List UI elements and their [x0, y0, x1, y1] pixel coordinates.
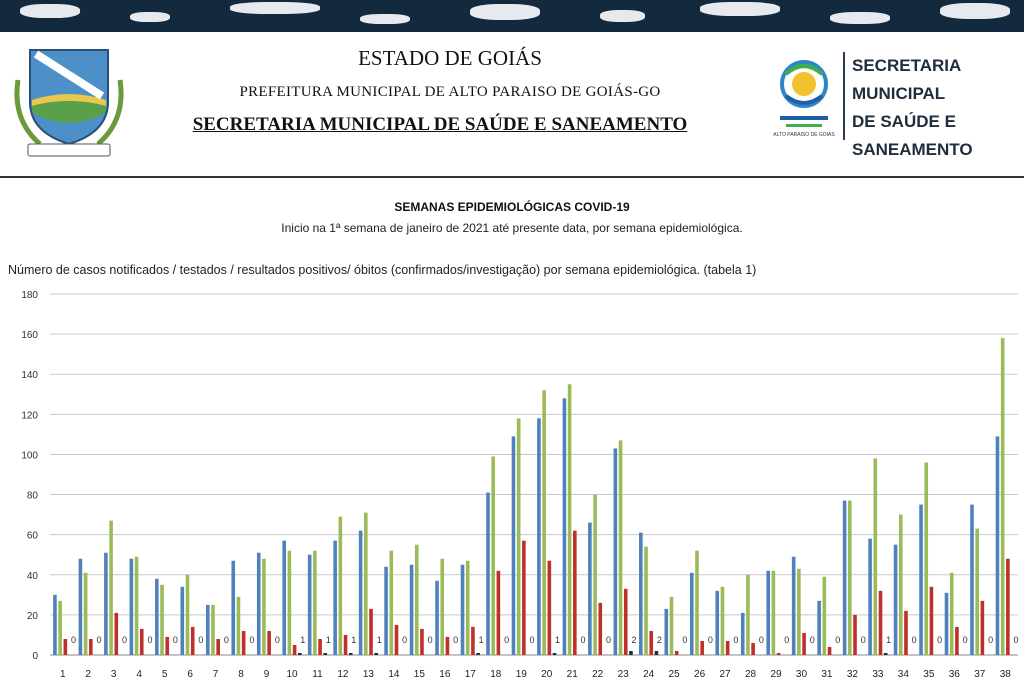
bar-series-3	[446, 637, 450, 655]
y-tick-label: 0	[32, 651, 38, 662]
x-tick-label: 21	[566, 669, 578, 680]
y-tick-label: 160	[21, 330, 38, 342]
x-tick-label: 11	[312, 669, 323, 680]
bar-data-label: 0	[274, 635, 280, 645]
bar-series-3	[114, 613, 118, 655]
x-tick-label: 8	[238, 669, 244, 680]
x-tick-label: 38	[999, 669, 1011, 680]
bar-data-label: 0	[682, 635, 688, 645]
bar-series-1	[461, 565, 465, 655]
bar-series-2	[746, 575, 750, 655]
bar-series-2	[924, 462, 928, 655]
bar-series-1	[257, 553, 261, 655]
bar-series-3	[216, 639, 220, 655]
x-tick-label: 17	[464, 669, 476, 680]
bar-series-2	[491, 456, 495, 655]
bar-series-2	[619, 440, 623, 655]
bar-data-label: 0	[504, 635, 510, 645]
bar-series-2	[58, 601, 62, 655]
bar-data-label: 0	[453, 635, 459, 645]
x-tick-label: 20	[541, 669, 553, 680]
x-tick-label: 24	[643, 669, 655, 680]
bar-data-label: 0	[172, 635, 178, 645]
bar-data-label: 0	[937, 635, 943, 645]
bar-data-label: 0	[580, 635, 586, 645]
bar-series-1	[308, 555, 312, 655]
x-tick-label: 35	[923, 669, 935, 680]
bar-series-3	[165, 637, 169, 655]
bar-series-1	[563, 398, 567, 655]
document-header	[0, 32, 1024, 178]
bar-series-2	[186, 575, 190, 655]
bar-series-1	[79, 559, 83, 655]
bar-series-3	[879, 591, 883, 655]
bar-series-3	[828, 647, 832, 655]
bar-data-label: 0	[988, 635, 994, 645]
bar-series-1	[665, 609, 669, 655]
x-tick-label: 27	[719, 669, 731, 680]
bar-series-2	[695, 551, 699, 655]
bar-series-1	[181, 587, 185, 655]
bar-series-2	[772, 571, 776, 655]
bar-series-2	[262, 559, 266, 655]
bar-data-label: 0	[962, 635, 968, 645]
bar-series-2	[797, 569, 801, 655]
bar-series-1	[410, 565, 414, 655]
bar-data-label: 1	[351, 635, 357, 645]
bar-series-1	[282, 541, 286, 655]
bar-series-1	[817, 601, 821, 655]
brand-line: SANEAMENTO	[852, 140, 973, 159]
bar-series-3	[777, 653, 781, 655]
bar-series-3	[140, 629, 144, 655]
municipal-crest-icon	[10, 40, 128, 160]
bar-series-3	[598, 603, 602, 655]
bar-series-3	[191, 627, 195, 655]
bar-data-label: 1	[555, 635, 561, 645]
chart-title: SEMANAS EPIDEMIOLÓGICAS COVID-19	[394, 200, 630, 214]
x-tick-label: 33	[872, 669, 884, 680]
x-tick-label: 36	[948, 669, 960, 680]
bar-data-label: 0	[758, 635, 764, 645]
bar-series-4	[298, 653, 302, 655]
bar-series-1	[919, 505, 923, 655]
bar-series-1	[53, 595, 57, 655]
y-tick-label: 100	[21, 450, 38, 462]
bar-series-4	[884, 653, 888, 655]
bar-series-3	[548, 561, 552, 655]
bar-data-label: 2	[656, 635, 662, 645]
y-tick-label: 180	[21, 290, 38, 301]
y-tick-label: 20	[26, 610, 38, 622]
bar-data-label: 0	[402, 635, 408, 645]
bar-series-3	[318, 639, 322, 655]
brand-line: SECRETARIA MUNICIPAL	[852, 56, 961, 103]
bar-data-label: 0	[427, 635, 433, 645]
bar-series-2	[644, 547, 648, 655]
bar-series-1	[486, 493, 490, 655]
bar-series-2	[288, 551, 292, 655]
bar-series-3	[624, 589, 628, 655]
x-tick-label: 16	[439, 669, 451, 680]
bar-series-3	[751, 643, 755, 655]
x-tick-label: 19	[515, 669, 527, 680]
bar-series-2	[721, 587, 725, 655]
bar-data-label: 0	[860, 635, 866, 645]
bar-data-label: 0	[121, 635, 127, 645]
x-tick-label: 30	[795, 669, 808, 680]
x-tick-label: 12	[337, 669, 349, 680]
bar-series-1	[614, 448, 618, 655]
bar-series-2	[440, 559, 444, 655]
x-tick-label: 3	[110, 669, 117, 680]
bar-series-1	[894, 545, 898, 655]
bar-series-1	[715, 591, 719, 655]
bar-series-3	[700, 641, 704, 655]
health-secretariat-logo-icon	[772, 54, 836, 134]
x-tick-label: 28	[744, 669, 757, 680]
x-tick-label: 2	[85, 669, 91, 680]
y-tick-label: 80	[26, 490, 38, 502]
bar-series-3	[675, 651, 679, 655]
bar-series-3	[471, 627, 475, 655]
bar-series-2	[109, 521, 113, 655]
bar-data-label: 0	[733, 635, 739, 645]
bar-series-1	[512, 436, 516, 655]
bar-series-2	[339, 517, 343, 655]
bar-series-1	[970, 505, 974, 655]
bar-series-1	[104, 553, 108, 655]
y-tick-label: 140	[21, 370, 38, 382]
bar-series-2	[517, 418, 521, 655]
x-tick-label: 23	[617, 669, 629, 680]
state-title: ESTADO DE GOIÁS	[358, 46, 542, 70]
x-tick-label: 7	[212, 669, 219, 680]
bar-series-1	[766, 571, 770, 655]
bar-series-2	[593, 495, 597, 655]
bar-series-1	[639, 533, 643, 655]
bar-series-1	[868, 539, 872, 655]
weekly-covid-bar-chart	[0, 282, 1024, 682]
x-tick-label: 31	[821, 669, 833, 680]
bar-data-label: 1	[325, 635, 331, 645]
bar-series-3	[522, 541, 526, 655]
x-tick-label: 18	[490, 669, 502, 680]
bar-series-4	[374, 653, 378, 655]
bar-series-3	[267, 631, 271, 655]
bar-series-3	[904, 611, 908, 655]
bar-series-4	[323, 653, 327, 655]
logo-caption: ALTO PARAISO DE GOIÁS	[773, 132, 835, 138]
x-tick-label: 25	[668, 669, 680, 680]
bar-series-2	[389, 551, 393, 655]
bar-series-2	[160, 585, 164, 655]
bar-data-label: 1	[376, 635, 382, 645]
bar-data-label: 0	[809, 635, 815, 645]
bar-series-1	[206, 605, 210, 655]
x-tick-label: 13	[362, 669, 374, 680]
bar-series-3	[649, 631, 653, 655]
bar-series-2	[568, 384, 572, 655]
secretaria-title: SECRETARIA MUNICIPAL DE SAÚDE E SANEAMENTO	[192, 114, 688, 135]
bar-data-label: 0	[529, 635, 535, 645]
bar-data-label: 0	[707, 635, 713, 645]
bar-series-1	[231, 561, 235, 655]
x-tick-label: 6	[187, 669, 193, 680]
x-tick-label: 10	[286, 669, 298, 680]
x-tick-label: 29	[770, 669, 782, 680]
bar-series-3	[242, 631, 246, 655]
bar-series-3	[344, 635, 348, 655]
bar-series-2	[211, 605, 215, 655]
bar-series-2	[823, 577, 827, 655]
secretaria-brand	[852, 52, 1024, 164]
bar-series-1	[741, 613, 745, 655]
bar-series-2	[670, 597, 674, 655]
bar-series-1	[537, 418, 541, 655]
bar-data-label: 0	[223, 635, 229, 645]
bar-data-label: 0	[784, 635, 790, 645]
bar-data-label: 1	[886, 635, 892, 645]
y-tick-label: 60	[26, 530, 38, 542]
x-tick-label: 1	[59, 669, 66, 680]
bar-series-4	[349, 653, 353, 655]
bar-data-label: 0	[96, 635, 102, 645]
x-tick-label: 14	[388, 669, 400, 680]
bar-series-3	[395, 625, 399, 655]
bar-series-3	[420, 629, 424, 655]
bar-series-1	[945, 593, 949, 655]
bar-series-2	[950, 573, 954, 655]
bar-series-2	[975, 529, 979, 655]
chart-caption: Número de casos notificados / testados / resultados positivos/ óbitos (confirmados/investigação) por semana epidemiológica. (tabela 1)	[8, 263, 757, 277]
x-tick-label: 37	[974, 669, 986, 680]
bar-series-3	[981, 601, 985, 655]
bar-data-label: 0	[249, 635, 255, 645]
bar-series-1	[588, 523, 592, 655]
bar-series-1	[359, 531, 363, 655]
bar-series-2	[135, 557, 139, 655]
y-tick-label: 40	[26, 570, 38, 582]
bar-data-label: 0	[1013, 635, 1019, 645]
bar-series-2	[237, 597, 241, 655]
bar-series-3	[726, 641, 730, 655]
bar-series-2	[84, 573, 88, 655]
y-tick-label: 120	[21, 410, 38, 422]
bar-series-3	[573, 531, 577, 655]
bar-series-4	[553, 653, 557, 655]
x-tick-label: 4	[136, 669, 142, 680]
bar-series-1	[690, 573, 694, 655]
bar-data-label: 0	[835, 635, 841, 645]
bar-series-1	[384, 567, 388, 655]
x-tick-label: 15	[413, 669, 425, 680]
bar-series-3	[930, 587, 934, 655]
bar-series-2	[899, 515, 903, 655]
bar-series-2	[466, 561, 470, 655]
bar-series-1	[996, 436, 1000, 655]
bar-series-3	[1006, 559, 1010, 655]
bar-series-2	[542, 390, 546, 655]
bar-series-1	[333, 541, 337, 655]
bar-data-label: 0	[605, 635, 611, 645]
bar-series-3	[293, 645, 297, 655]
bar-series-3	[369, 609, 373, 655]
bar-data-label: 0	[911, 635, 917, 645]
bar-data-label: 0	[198, 635, 204, 645]
bar-data-label: 1	[478, 635, 484, 645]
bar-series-1	[435, 581, 439, 655]
bar-data-label: 2	[631, 635, 637, 645]
bar-series-3	[497, 571, 501, 655]
bar-data-label: 1	[300, 635, 306, 645]
x-tick-label: 32	[846, 669, 858, 680]
bar-series-4	[629, 651, 633, 655]
bar-series-1	[130, 559, 134, 655]
bar-series-2	[364, 513, 368, 655]
bar-series-2	[848, 501, 852, 655]
bar-data-label: 0	[71, 635, 77, 645]
x-tick-label: 22	[592, 669, 604, 680]
bar-series-2	[313, 551, 317, 655]
bar-series-4	[655, 651, 659, 655]
bar-series-3	[955, 627, 959, 655]
bar-series-3	[89, 639, 93, 655]
bar-series-3	[64, 639, 68, 655]
chart-subtitle: Inicio na 1ª semana de janeiro de 2021 até presente data, por semana epidemiológica.	[281, 221, 743, 235]
prefeitura-title: PREFEITURA MUNICIPAL DE ALTO PARAISO DE GOIÁS-GO	[239, 84, 661, 100]
decorative-top-band	[0, 0, 1024, 32]
brand-divider	[843, 52, 845, 140]
bar-series-1	[155, 579, 159, 655]
x-tick-label: 34	[897, 669, 909, 680]
bar-series-4	[476, 653, 480, 655]
bar-data-label: 0	[147, 635, 153, 645]
bar-series-3	[802, 633, 806, 655]
bar-series-3	[853, 615, 857, 655]
bar-series-1	[843, 501, 847, 655]
brand-line: DE SAÚDE E	[852, 112, 956, 131]
x-tick-label: 26	[694, 669, 706, 680]
bar-series-2	[415, 545, 419, 655]
x-tick-label: 9	[263, 669, 270, 680]
header-rule	[0, 176, 1024, 178]
x-tick-label: 5	[161, 669, 168, 680]
bar-series-1	[792, 557, 796, 655]
bar-series-2	[1001, 338, 1005, 655]
bar-series-2	[873, 458, 877, 655]
